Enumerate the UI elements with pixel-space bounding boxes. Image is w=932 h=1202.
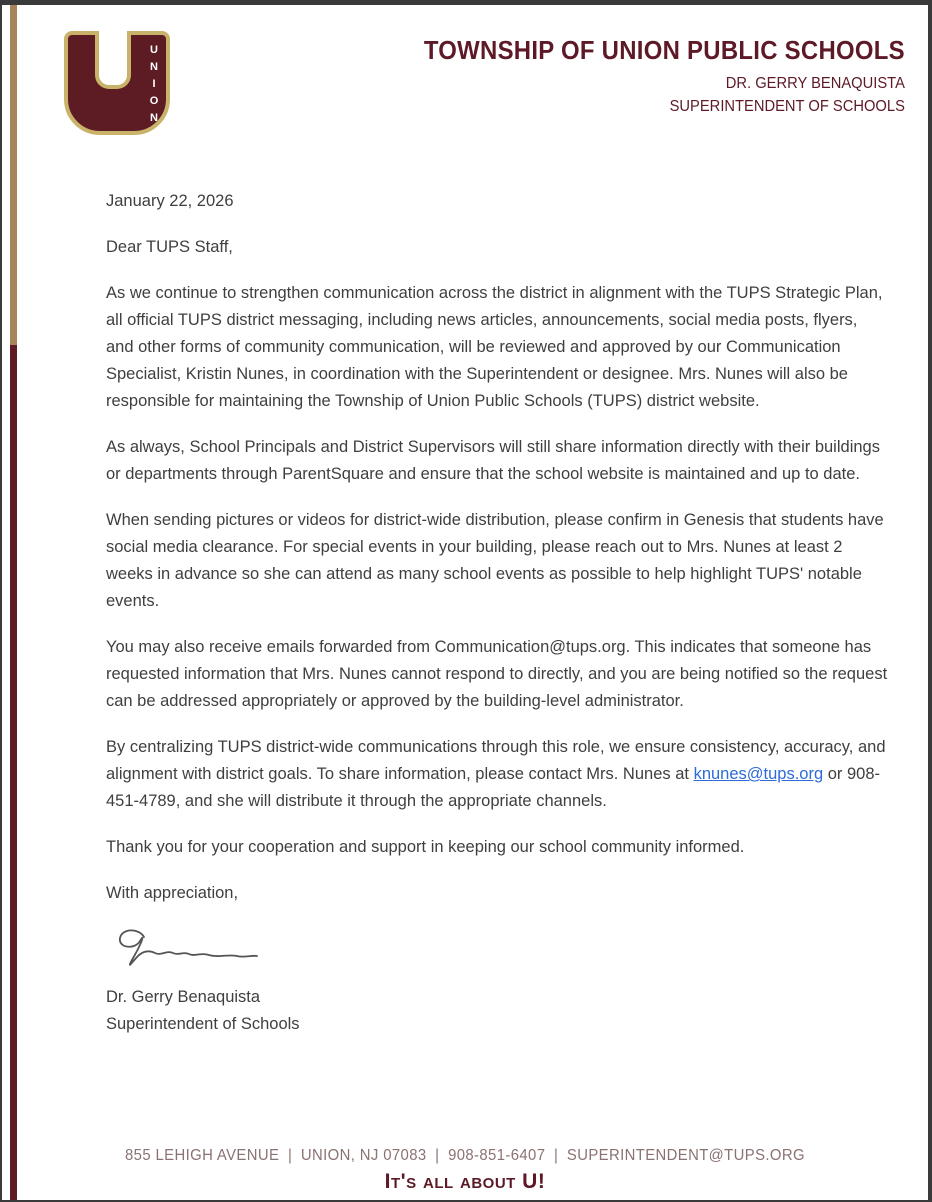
footer-separator: | [287,1147,293,1164]
letterhead [2,5,928,157]
footer-email: SUPERINTENDENT@TUPS.ORG [566,1147,805,1164]
signer-title: Superintendent of Schools [106,1015,300,1033]
footer-contact-line [21,1147,910,1165]
handwritten-signature [108,926,888,970]
paragraph-2: As always, School Principals and District Supervisors will still share information directly with their buildings or departments through ParentSquare and ensure that the school website is maintained and up to date. [106,438,880,483]
closing-line: With appreciation, [106,884,239,902]
superintendent-title: SUPERINTENDENT OF SCHOOLS [669,98,905,115]
footer-phone: 908-851-6407 [448,1147,546,1164]
footer-separator: | [553,1147,559,1164]
paragraph-5-after-link: or 908-451-4789, and she will distribute it through the appropriate channels. [106,765,881,810]
superintendent-name: DR. GERRY BENAQUISTA [725,75,905,92]
logo-union-vertical-text: UNION [148,44,160,129]
footer-address: 855 LEHIGH AVENUE [125,1147,280,1164]
signature-scribble-icon [108,926,263,970]
footer-city-state-zip: UNION, NJ 07083 [300,1147,427,1164]
paragraph-5 [106,734,888,815]
signer-name: Dr. Gerry Benaquista [106,988,261,1006]
paragraph-1: As we continue to strengthen communication across the district in alignment with the TUPS Strategic Plan, all official TUPS district messaging, including news articles, announcements, social media posts, flyers, and other forms of community communication, will be reviewed and approved by our Communication Specialist, Kristin Nunes, in coordination with the Superintendent or designee. Mrs. Nunes will also be responsible for maintaining the Township of Union Public Schools (TUPS) district website. [106,284,883,410]
district-logo [64,31,170,135]
paragraph-3: When sending pictures or videos for district-wide distribution, please confirm in Genesis that students have social media clearance. For special events in your building, please reach out to Mrs. Nunes at least 2 weeks in advance so she can attend as many school events as possible to help highlight TUPS' notable events. [106,511,884,610]
letter-date: January 22, 2026 [106,192,234,210]
footer-separator: | [435,1147,440,1164]
knunes-email-link[interactable]: knunes@tups.org [693,765,824,783]
left-accent-stripe [10,5,17,1200]
letter-body [106,188,888,1038]
paragraph-5-before-link: By centralizing TUPS district-wide communications through this role, we ensure consistency, accuracy, and alignment with district goals. To share information, please contact Mrs. Nunes at [106,738,886,783]
paragraph-6: Thank you for your cooperation and support in keeping our school community informed. [106,838,745,856]
logo-u-notch [95,31,131,89]
salutation: Dear TUPS Staff, [106,238,233,256]
letterhead-text [424,35,905,116]
district-name: TOWNSHIP OF UNION PUBLIC SCHOOLS [423,35,905,65]
paragraph-4: You may also receive emails forwarded from Communication@tups.org. This indicates that someone has requested information that Mrs. Nunes cannot respond to directly, and you are being notified so the request can be addressed appropriately or approved by the building-level administrator. [106,638,888,710]
letter-footer [2,1147,928,1194]
accent-stripe-maroon-segment [10,345,17,1200]
district-tagline: It's all about U! [384,1170,546,1193]
